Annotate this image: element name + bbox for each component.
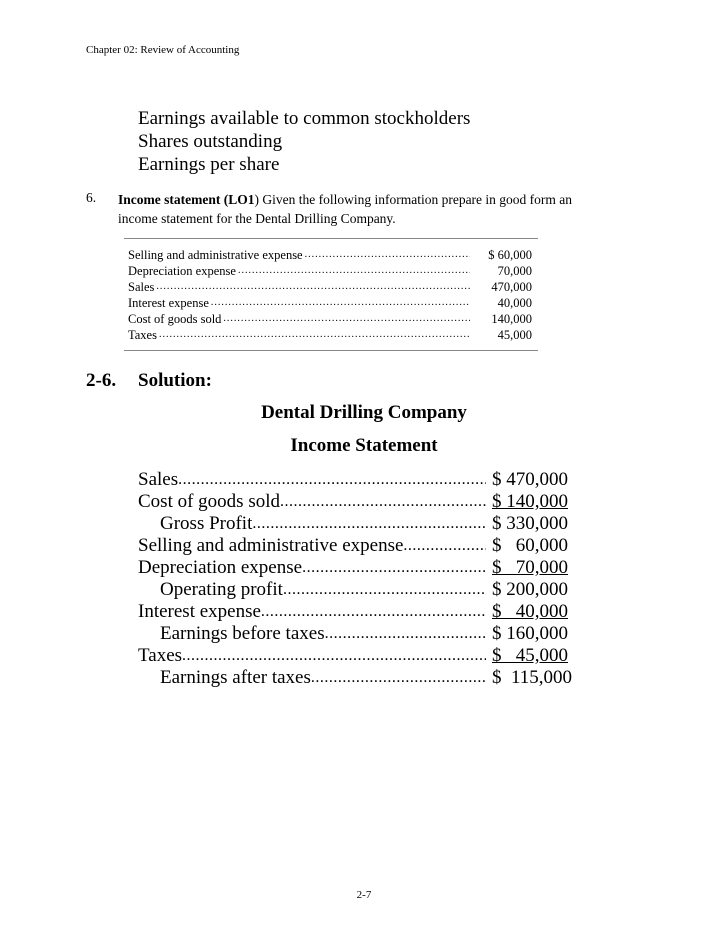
problem-title: Income statement (LO1	[118, 192, 255, 207]
prev-line-shares-outstanding: Shares outstanding	[138, 131, 283, 152]
solution-label: Solution:	[138, 370, 212, 391]
prev-line-earnings-per-share: Earnings per share	[138, 154, 280, 175]
given-row: Interest expense ..... 40,000	[124, 295, 538, 311]
is-row-interest: Interest expense ..... $ 40,000	[138, 601, 578, 623]
given-row: Sales ..... 470,000	[124, 279, 538, 295]
income-statement-table	[138, 469, 578, 689]
is-row-gross-profit: Gross Profit ..... $ 330,000	[138, 513, 578, 535]
problem-number: 6.	[86, 190, 97, 205]
prev-line-earnings-available: Earnings available to common stockholders	[138, 108, 471, 129]
is-row-ebt: Earnings before taxes ..... $ 160,000	[138, 623, 578, 645]
given-row: Selling and administrative expense ..... $ 60,000	[124, 247, 538, 263]
company-name: Dental Drilling Company	[261, 402, 467, 423]
is-row-operating-profit: Operating profit ..... $ 200,000	[138, 579, 578, 601]
is-row-depreciation: Depreciation expense ..... $ 70,000	[138, 557, 578, 579]
given-row: Taxes ..... 45,000	[124, 327, 538, 343]
chapter-header: Chapter 02: Review of Accounting	[86, 44, 240, 56]
is-row-sales: Sales ..... $ 470,000	[138, 469, 578, 491]
solution-number: 2-6.	[86, 370, 117, 391]
learning-objective: LO1	[228, 192, 255, 207]
problem-body: Given the following information prepare in good form an income statement for the Dental Drilling Company.	[118, 192, 573, 226]
given-row: Cost of goods sold ..... 140,000	[124, 311, 538, 327]
is-row-cogs: Cost of goods sold ..... $ 140,000	[138, 491, 578, 513]
is-row-taxes: Taxes ..... $ 45,000	[138, 645, 578, 667]
is-row-eat: Earnings after taxes ..... $ 115,000	[138, 667, 578, 689]
statement-title: Income Statement	[290, 435, 438, 456]
page-number: 2-7	[356, 889, 372, 901]
given-data-table	[124, 238, 538, 351]
is-row-sga: Selling and administrative expense ..... $ 60,000	[138, 535, 578, 557]
problem-statement: Income statement (LO1) Given the following information prepare in good form an income statement for the Dental Drilling Company.	[118, 192, 573, 226]
given-row: Depreciation expense ..... 70,000	[124, 263, 538, 279]
